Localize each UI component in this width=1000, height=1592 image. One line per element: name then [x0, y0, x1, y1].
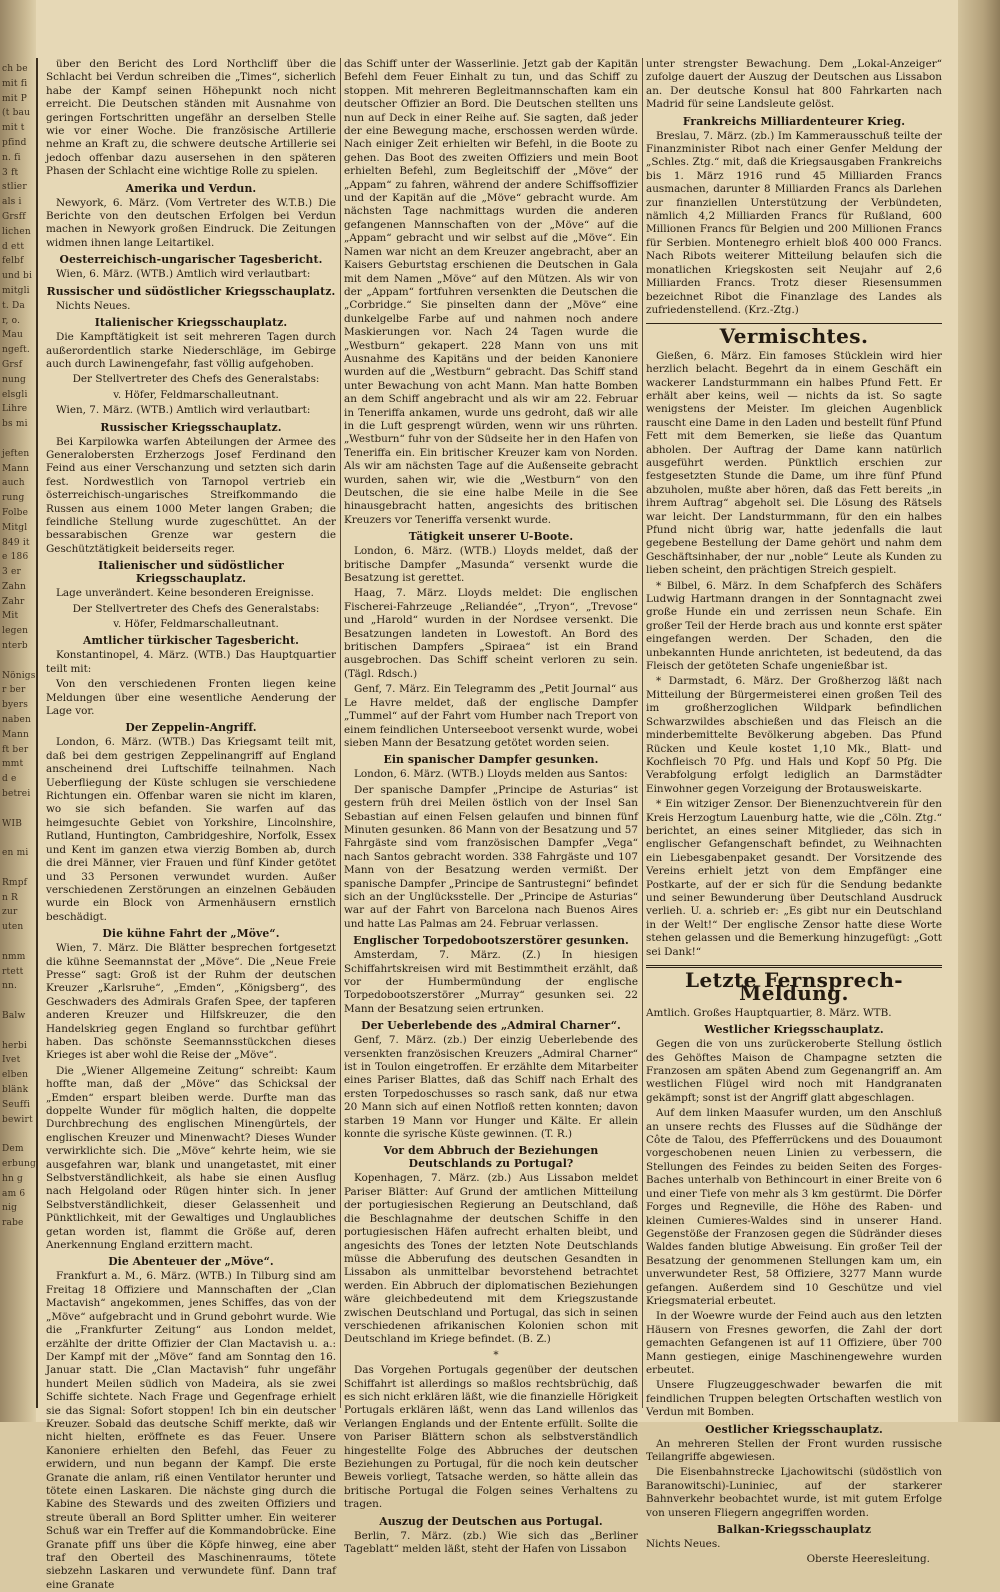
article-headline: Die kühne Fahrt der „Möve“. [102, 927, 280, 941]
article-headline: Balkan-Kriegsschauplatz [716, 1523, 872, 1537]
adjacent-page-edge [0, 0, 36, 1422]
article-paragraph: Amsterdam, 7. März. (Z.) In hiesigen Schiffahrtskreisen wird mit Bestimmtheit erzählt, daß vor der Humbermündung der englische Torpedobootszerstörer „Murray“ gesunken sei. 22 Mann der Besatzung seien ertrunken. [344, 949, 638, 1015]
article-paragraph: Newyork, 6. März. (Vom Vertreter des W.T.B.) Die Berichte von den deutschen Erfolgen bei Verdun machen in Newyork großen Eindruck. Die Zeitungen widmen ihnen lange Leitartikel. [46, 196, 336, 249]
section-heading: Vermischtes. [719, 324, 869, 349]
column-middle [344, 58, 638, 1556]
article-paragraph: Nichts Neues. [56, 299, 131, 312]
article-paragraph: Konstantinopel, 4. März. (WTB.) Das Hauptquartier teilt mit: [46, 649, 336, 675]
article-paragraph: Haag, 7. März. Lloyds meldet: Die englischen Fischerei-Fahrzeuge „Reliandée“, „Tryon“, „Trevose“ und „Harold“ wurden in der Nordsee versenkt. Die Besatzungen landeten in Lowestoft. An Bord des britischen Dampfers „Spiraea“ ist ein Brand ausgebrochen. Das Schiff scheint verloren zu sein. (Tägl. Rdsch.) [344, 587, 638, 680]
signature-line: Der Stellvertreter des Chefs des Generalstabs: [72, 373, 320, 386]
signature-line: v. Höfer, Feldmarschalleutnant. [113, 388, 279, 401]
article-paragraph: unter strengster Bewachung. Dem „Lokal-Anzeiger“ zufolge dauert der Auszug der Deutschen aus Lissabon an. Der deutsche Konsul hat 800 Fahrkarten nach Madrid für seine Landsleute gelöst. [646, 58, 942, 111]
article-headline: Oestlicher Kriegsschauplatz. [705, 1422, 883, 1436]
article-paragraph: Die Eisenbahnstrecke Ljachowitschi (südöstlich von Baranowitschi)-Luniniec, auf der starkerer Bahnverkehr beobachtet wurde, ist mit gutem Erfolge von unseren Fliegern angegriffen worden. [646, 1466, 942, 1519]
signature-line: Der Stellvertreter des Chefs des Generalstabs: [72, 602, 320, 615]
article-paragraph: London, 6. März. (WTB.) Das Kriegsamt teilt mit, daß bei dem gestrigen Zeppelinangriff auf England anscheinend drei Luftschiffe teilnahmen. Nach Ueberfliegung der Küste schlugen sie verschiedene Richtungen ein. Offenbar waren sie nicht im klaren, wo sie sich befanden. Sie warfen auf das heimgesuchte Gebiet von Yorkshire, Lincolnshire, Rutland, Huntington, Cambridgeshire, Norfolk, Essex und Kent im ganzen etwa vierzig Bomben ab, durch die drei Männer, vier Frauen und fünf Kinder getötet und 33 Personen verwundet wurden. Außer verschiedenen Zerstörungen an einzelnen Gebäuden wurde ein Block von Armenhäusern ernstlich beschädigt. [46, 736, 336, 923]
article-paragraph: Genf, 7. März. Ein Telegramm des „Petit Journal“ aus Le Havre meldet, daß der englische Dampfer „Tummel“ auf der Fahrt vom Humber nach Treport von einem feindlichen Unterseeboot versenkt wurde, wobei sieben Mann der Besatzung getötet worden seien. [344, 683, 638, 749]
signature-line: Oberste Heeresleitung. [806, 1553, 930, 1566]
article-headline: Amerika und Verdun. [125, 181, 257, 195]
article-paragraph: Wien, 7. März. (WTB.) Amtlich wird verlautbart: [56, 404, 311, 417]
article-paragraph: * Darmstadt, 6. März. Der Großherzog läßt nach Mitteilung der Bürgermeisterei einen großen Teil des im großherzoglichen Wildpark befindlichen Schwarzwildes abschießen und das Fleisch an die minderbemittelte Bevölkerung abgeben. Das Pfund Rücken und Keule kostet 1,10 Mk., Blatt- und Kochfleisch 70 Pfg. und Hals und Kopf 50 Pfg. Die Verabfolgung erfolgt lediglich an Darmstädter Einwohner gegen Vorzeigung der Brotausweiskarte. [646, 675, 942, 795]
article-paragraph: Wien, 7. März. Die Blätter besprechen fortgesetzt die kühne Seemannstat der „Möve“. Die „Neue Freie Presse“ sagt: Groß ist der Ruhm der deutschen Kreuzer „Karlsruhe“, „Emden“, „Königsberg“, des Geschwaders des Admirals Grafen Spee, der tapferen anderen Kreuzer und Hilfskreuzer, die den Handelskrieg gegen England so furchtbar geführt haben. Das schönste Seemannsstückchen dieses Krieges ist aber wohl die Reise der „Möve“. [46, 942, 336, 1062]
article-paragraph: London, 6. März. (WTB.) Lloyds meldet, daß der britische Dampfer „Masunda“ versenkt wurde die Besatzung ist gerettet. [344, 545, 638, 585]
article-paragraph: Nichts Neues. [646, 1538, 721, 1551]
article-paragraph: Unsere Flugzeuggeschwader bewarfen die mit feindlichen Truppen belegten Ortschaften westlich von Verdun mit Bomben. [646, 1379, 942, 1419]
article-headline: Frankreichs Milliardenteurer Krieg. [682, 114, 906, 128]
article-paragraph: * Ein witziger Zensor. Der Bienenzuchtverein für den Kreis Herzogtum Lauenburg hatte, wie die „Cöln. Ztg.“ berichtet, an eines seiner Mitglieder, das sich in englischer Gefangenschaft befindet, zu Weihnachten ein Liebesgabenpaket gesandt. Der Vorsitzende des Vereins erhielt jetzt von dem Empfänger eine Postkarte, auf der er sich für die Sendung bedankte und seiner Bewunderung über Deutschland Ausdruck verlieh. U. a. schrieb er: „Es gibt nur ein Deutschland in der Welt!“ Der englische Zensor hatte diese Worte stehen gelassen und die Bemerkung hinzugefügt: „Gott sei Dank!“ [646, 798, 942, 958]
article-paragraph: Gegen die von uns zurückeroberte Stellung östlich des Gehöftes Maison de Champagne setzten die Franzosen am späten Abend zum Gegenangriff an. Am westlichen Flügel wird noch mit Handgranaten gekämpft; sonst ist der Angriff glatt abgeschlagen. [646, 1038, 942, 1104]
article-headline: Tätigkeit unserer U-Boote. [408, 530, 574, 544]
article-paragraph: Auf dem linken Maasufer wurden, um den Anschluß an unsere rechts des Flusses auf die Südhänge der Côte de Talou, des Pfefferrückens und des Douaumont vorgeschobenen neuen Linien zu verbessern, die Stellungen des Feindes zu beiden Seiten des Forges-Baches unterhalb von Bethincourt in einer Breite von 6 und einer Tiefe von mehr als 3 km gestürmt. Die Dörfer Forges und Regneville, die Höhe des Raben- und kleinen Cumieres-Waldes sind in unserer Hand. Gegenstöße der Franzosen gegen die Südränder dieses Waldes fanden blutige Abweisung. Ein großer Teil der Besatzung der genommenen Stellungen kam um, ein unverwundeter Rest, 58 Offiziere, 3277 Mann wurde gefangen. Außerdem sind 10 Geschütze und viel Kriegsmaterial erbeutet. [646, 1107, 942, 1307]
separator-asterisk: * [493, 1348, 499, 1361]
article-headline: Italienischer und südöstlicher Kriegsschauplatz. [98, 559, 284, 586]
article-headline: Englischer Torpedobootszerstörer gesunken. [353, 934, 629, 948]
article-paragraph: Kopenhagen, 7. März. (zb.) Aus Lissabon meldet Pariser Blätter: Auf Grund der amtlichen Mitteilung der portugiesischen Regierung an Deutschland, daß die Beschlagnahme der deutschen Schiffe in den portugiesischen Häfen aufrecht erhalten bleibt, und angesichts des Tones der letzten Note Deutschlands müsse die Abberufung des deutschen Gesandten in Lissabon als unmittelbar bevorstehend betrachtet werden. Ein Abbruch der diplomatischen Beziehungen wäre gleichbedeutend mit dem Kriegszustande zwischen Deutschland und Portugal, das sich in seinen verschiedenen afrikanischen Kolonien schon mit Deutschland im Kriege befindet. (B. Z.) [344, 1172, 638, 1346]
article-headline: Russischer Kriegsschauplatz. [100, 420, 282, 434]
article-paragraph: Gießen, 6. März. Ein famoses Stücklein wird hier herzlich belacht. Begehrt da in einem Geschäft ein wackerer Landsturmmann ein halbes Pfund Fett. Er erhält aber keins, weil — nichts da ist. So sagte wenigstens der Meister. Im gleichen Augenblick rauscht eine Dame in den Laden und bestellt fünf Pfund Fett mit dem Bemerken, sie ließe das Quantum abholen. Der Auftrag der Dame kann natürlich ausgeführt werden. Pünktlich erschien zur festgesetzten Stunde die Dame, um ihre fünf Pfund abzuholen, mußte aber hören, daß das Fett bereits „in ihrem Auftrag“ abgeholt sei. Die Lösung des Rätsels war leicht. Der Landsturmmann, für den ein halbes Pfund nicht übrig war, hatte jedenfalls die laut gegebene Bestellung der Dame gehört und nahm dem Geschäftsinhaber, der nur „noble“ Leute als Kunden zu lieben scheint, den prächtigen Streich gespielt. [646, 349, 942, 577]
article-headline: Auszug der Deutschen aus Portugal. [379, 1514, 603, 1528]
article-headline: Oesterreichisch-ungarischer Tagesbericht. [59, 253, 323, 267]
article-headline: Der Zeppelin-Angriff. [125, 721, 257, 735]
article-paragraph: Das Vorgehen Portugals gegenüber der deutschen Schiffahrt ist allerdings so maßlos rechtsbrüchig, daß es sich nicht erklären läßt, wie die finanzielle Hörigkeit Portugals erklären läßt, wenn das Land willenlos das Verlangen Englands und der Entente erfüllt. Sollte die von Pariser Blättern schon als selbstverständlich hingestellte Folge des Abbruches der deutschen Beziehungen zu Portugal, für die noch kein deutscher Beweis vorliegt, Tatsache werden, so hätte allein das britische Portugal die Folgen seines Verhaltens zu tragen. [344, 1364, 638, 1511]
article-headline: Ein spanischer Dampfer gesunken. [383, 753, 599, 767]
article-paragraph: London, 6. März. (WTB.) Lloyds melden aus Santos: [354, 768, 628, 781]
article-paragraph: Die „Wiener Allgemeine Zeitung“ schreibt: Kaum hoffte man, daß der „Möve“ das Schicksal der „Emden“ erspart bleiben werde. Durfte man das doppelte Wunder für möglich halten, die doppelte Durchbrechung des englischen Minengürtels, der englischen Kreuzer und Minenwacht? Dieses Wunder verwirklichte sich. Die „Möve“ kehrte heim, wie sie ausgefahren war, blank und unangetastet, mit einer Selbstverständlichkeit, als habe sie einen Ausflug nach Helgoland oder Rügen hinter sich. In jener Selbstverständlichkeit, dieser Gelassenheit und Pünktlichkeit, mit der Gewaltiges und Unglaubliches getan worden ist, flammt die Größe auf, deren Anerkennung England erzittern macht. [46, 1064, 336, 1252]
adjacent-page-text: ch be mit fi mit P (t bau mit t pfind n. fi 3 ft stlier als i Grsff lichen d ett felbf und bi mitgli t. Da r, o. Mau ngeft. Grsf nung elsgli Lihre bs mi jeften Mann auch rung Folbe Mitgl 849 it e 186 3 er Zahn Zahr Mit legen nterb Nönigs r ber byers naben Mann ft ber mmt d e betrei WIB en mi Rmpf n R zur uten nmm rtett nn. Balw herbi Ivet elben blänk Seuffi bewirt Dem erbung hn g am 6 nig rabe [2, 64, 36, 1229]
article-paragraph: Von den verschiedenen Fronten liegen keine Meldungen über eine wesentliche Aenderung der Lage vor. [46, 678, 336, 718]
article-paragraph: Bei Karpilowka warfen Abteilungen der Armee des Generalobersten Erzherzogs Josef Ferdinand den Feind aus einer Verschanzung und setzten sich darin fest. Nordwestlich von Tarnopol vertrieb ein österreichisch-ungarisches Streifkommando die Russen aus einem 1000 Meter langen Graben; die feindliche Stellung wurde zugeschüttet. An der bessarabischen Grenze war gestern die Geschütztätigkeit beiderseits reger. [46, 435, 336, 555]
article-paragraph: Wien, 6. März. (WTB.) Amtlich wird verlautbart: [56, 268, 311, 281]
article-paragraph: In der Woewre wurde der Feind auch aus den letzten Häusern von Fresnes geworfen, die Zahl der dort gemachten Gefangenen ist auf 11 Offiziere, über 700 Mann gestiegen, einige Maschinengewehre wurden erbeutet. [646, 1310, 942, 1376]
article-headline: Westlicher Kriegsschauplatz. [704, 1023, 884, 1037]
column-rule [642, 58, 643, 1408]
gutter-rule [36, 58, 38, 1408]
article-paragraph: über den Bericht des Lord Northcliff über die Schlacht bei Verdun schreiben die „Times“, sicherlich habe der Kampf seinen Höhepunkt noch nicht erreicht. Die Deutschen ständen mit Ausnahme von geringen Fortschritten ungefähr an derselben Stelle wie vor einer Woche. Die französische Artillerie nehme an Kraft zu, die schwere deutsche Artillerie sei jedoch offenbar dazu ausersehen in den späteren Phasen der Schlacht eine wichtige Rolle zu spielen. [46, 58, 336, 178]
column-rule [340, 58, 341, 1408]
article-paragraph: Berlin, 7. März. (zb.) Wie sich das „Berliner Tageblatt“ melden läßt, steht der Hafen von Lissabon [344, 1529, 638, 1556]
signature-line: v. Höfer, Feldmarschalleutnant. [113, 618, 279, 630]
article-paragraph: Der spanische Dampfer „Principe de Asturias“ ist gestern früh drei Meilen östlich von der Insel San Sebastian auf einen Felsen gelaufen und binnen fünf Minuten gesunken. 86 Mann von der Besatzung und 57 Fahrgäste sind vom französischen Dampfer „Vega“ nach Santos gebracht worden. 338 Fahrgäste und 107 Mann von der Besatzung werden vermißt. Der spanische Dampfer „Principe de Santrustegni“ befindet sich an der Unglücksstelle. Der „Principe de Asturias“ war auf der Fahrt von Barcelona nach Buenos Aires und hatte Las Palmas am 24. Februar verlassen. [344, 783, 638, 930]
article-headline: Italienischer Kriegsschauplatz. [94, 316, 288, 330]
column-left [46, 58, 336, 1591]
article-headline: Der Ueberlebende des „Admiral Charner“. [361, 1019, 621, 1033]
article-headline: Amtlicher türkischer Tagesbericht. [83, 634, 299, 648]
article-paragraph: das Schiff unter der Wasserlinie. Jetzt gab der Kapitän Befehl dem Feuer Einhalt zu tun, und das Schiff zu stoppen. Mit mehreren Begleitmannschaften kam ein deutscher Offizier an Bord. Die Deutschen stellten uns nun auf Deck in einer Reihe auf. Sie sagten, daß jeder der eine Bewegung mache, erschossen werden würde. Nach einiger Zeit erhielten wir Befehl, in die Boote zu gehen. Das Boot des zweiten Offiziers und mein Boot erhielten Befehl, zum Begleitschiff der „Möve“ der „Appam“ zu fahren, während der andere Schiffsoffizier und der Kapitän auf die „Möve“ gebracht wurde. Am nächsten Tage nachmittags wurden die anderen gefangenen Mannschaften von der „Möve“ auf die „Appam“ gebracht und wir selbst auf die „Möve“. Ein Namen war nicht an dem Kreuzer angebracht, aber an Kaisers Geburtstag erschienen die Deutschen in Gala mit dem Namen „Möve“ auf den Mützen. Als wir von der „Appam“ fortfuhren versenkten die Deutschen die „Corbridge.“ Sie pinselten dann der „Möve“ eine dunkelgelbe Farbe auf und nahmen noch andere Maskierungen vor. Nach 24 Tagen wurde die „Westburn“ gekapert. 228 Mann von uns mit Ausnahme des Kapitäns und der beiden Kanoniere wurden auf die „Westburn“ gebracht. Das Schiff stand unter Bewachung von acht Mann. Man hatte Bomben an dem Schiff angebracht und als wir am 22. Februar in Teneriffa ankamen, wurde uns gedroht, daß wir alle in die Luft gesprengt würden, wenn wir uns rührten. „Westburn“ fuhr von der Südseite her in den Hafen von Teneriffa ein. Ein britischer Kreuzer kam von Norden. Als wir am nächsten Tage auf die Außenseite gebracht wurden, sahen wir, wie die „Westburn“ von den Deutschen, die sie eine halbe Meile in die See hinausgebracht hatten, angesichts des britischen Kreuzers vor Teneriffa versenkt wurde. [344, 58, 638, 526]
article-headline: Russischer und südöstlicher Kriegsschauplatz. [46, 284, 336, 298]
article-paragraph: Die Kampftätigkeit ist seit mehreren Tagen durch außerordentlich starke Niederschläge, im Gebirge auch durch Lawinengefahr, fast völlig aufgehoben. [46, 331, 336, 370]
article-paragraph: Amtlich. Großes Hauptquartier, 8. März. WTB. [646, 1006, 892, 1019]
article-paragraph: An mehreren Stellen der Front wurden russische Teilangriffe abgewiesen. [646, 1437, 942, 1463]
page-edge-shadow [958, 0, 1000, 1422]
article-paragraph: * Bilbel, 6. März. In dem Schafpferch des Schäfers Ludwig Hartmann drangen in der Sonntagnacht zwei große Hunde ein und zerrissen neun Schafe. Ein großer Teil der Herde brach aus und konnte erst später eingefangen werden. Der Schaden, den die unbekannten Hunde anrichteten, ist bedeutend, da das Fleisch der getöteten Schafe ungenießbar ist. [646, 579, 942, 673]
article-paragraph: Genf, 7. März. (zb.) Der einzig Ueberlebende des versenkten französischen Kreuzers „Admiral Charner“ ist in Toulon eingetroffen. Er erzählte dem Mitarbeiter eines Pariser Blattes, daß das Schiff nach Erhalt des ersten Torpedoschusses so rasch sank, daß nur etwa 20 Mann sich auf einen Notfloß retten konnten; davon starben 19 Mann vor Hunger und Kälte. Er allein konnte die syrische Küste gewinnen. (T. R.) [344, 1034, 638, 1141]
column-right [646, 58, 942, 1566]
article-paragraph: Frankfurt a. M., 6. März. (WTB.) In Tilburg sind am Freitag 18 Offiziere und Mannschaften der „Clan Mactavish“ angekommen, jenes Schiffes, das von der „Möve“ aufgebracht und in Grund gebohrt wurde. Wie die „Frankfurter Zeitung“ aus London meldet, erzählte der dritte Offizier der Clan Mactavish u. a.: Der Kampf mit der „Möve“ fand am Sonntag den 16. Januar statt. Die „Clan Mactavish“ fuhr ungefähr hundert Meilen südlich von Madeira, als sie zwei Schiffe sichtete. Nach Frage und Gegenfrage erhielt sie das Signal: Sofort stoppen! Ich bin ein deutscher Kreuzer. Sobald das deutsche Schiff merkte, daß wir nicht hielten, eröffnete es das Feuer. Unsere Kanoniere erhielten den Befehl, das Feuer zu erwidern, und nun begann der Kampf. Die erste Granate die anlam, riß einen Ventilator herunter und tötete einen Laskaren. Die nächste ging durch die Kabine des Stewards und des zweiten Offiziers und streute überall an Bord Splitter umher. Ein weiterer Schuß war ein Treffer auf die Kommandobrücke. Eine Granate pfiff uns über die Köpfe hinweg, eine aber traf den Oberteil des Maschinenraums, tötete siebzehn Laskaren und verwundete fünf. Dann traf eine Granate [46, 1270, 336, 1591]
section-heading: Letzte Fernsprech-Meldung. [685, 968, 903, 1006]
article-headline: Vor dem Abbruch der Beziehungen Deutschlands zu Portugal? [383, 1144, 599, 1171]
article-paragraph: Breslau, 7. März. (zb.) Im Kammerausschuß teilte der Finanzminister Ribot nach einer Genfer Meldung der „Schles. Ztg.“ mit, daß die Kriegsausgaben Frankreichs bis 1. März 1916 rund 45 Milliarden Francs ausmachen, darunter 8 Milliarden Francs als Darlehen zur finanziellen Unterstützung der Verbündeten, nämlich 4,2 Milliarden Francs für Rußland, 600 Millionen Francs für Belgien und 200 Millionen Francs für Serbien. Montenegro erhielt bloß 400 000 Francs. Nach Ribots weiterer Mitteilung belaufen sich die monatlichen Kriegskosten seit Neujahr auf 2,6 Milliarden Francs. Trotz dieser Riesensummen bezeichnet Ribot die Finanzlage des Landes als zufriedenstellend. (Krz.-Ztg.) [646, 129, 942, 316]
article-paragraph: Lage unverändert. Keine besonderen Ereignisse. [56, 587, 314, 600]
article-headline: Die Abenteuer der „Möve“. [108, 1255, 274, 1269]
